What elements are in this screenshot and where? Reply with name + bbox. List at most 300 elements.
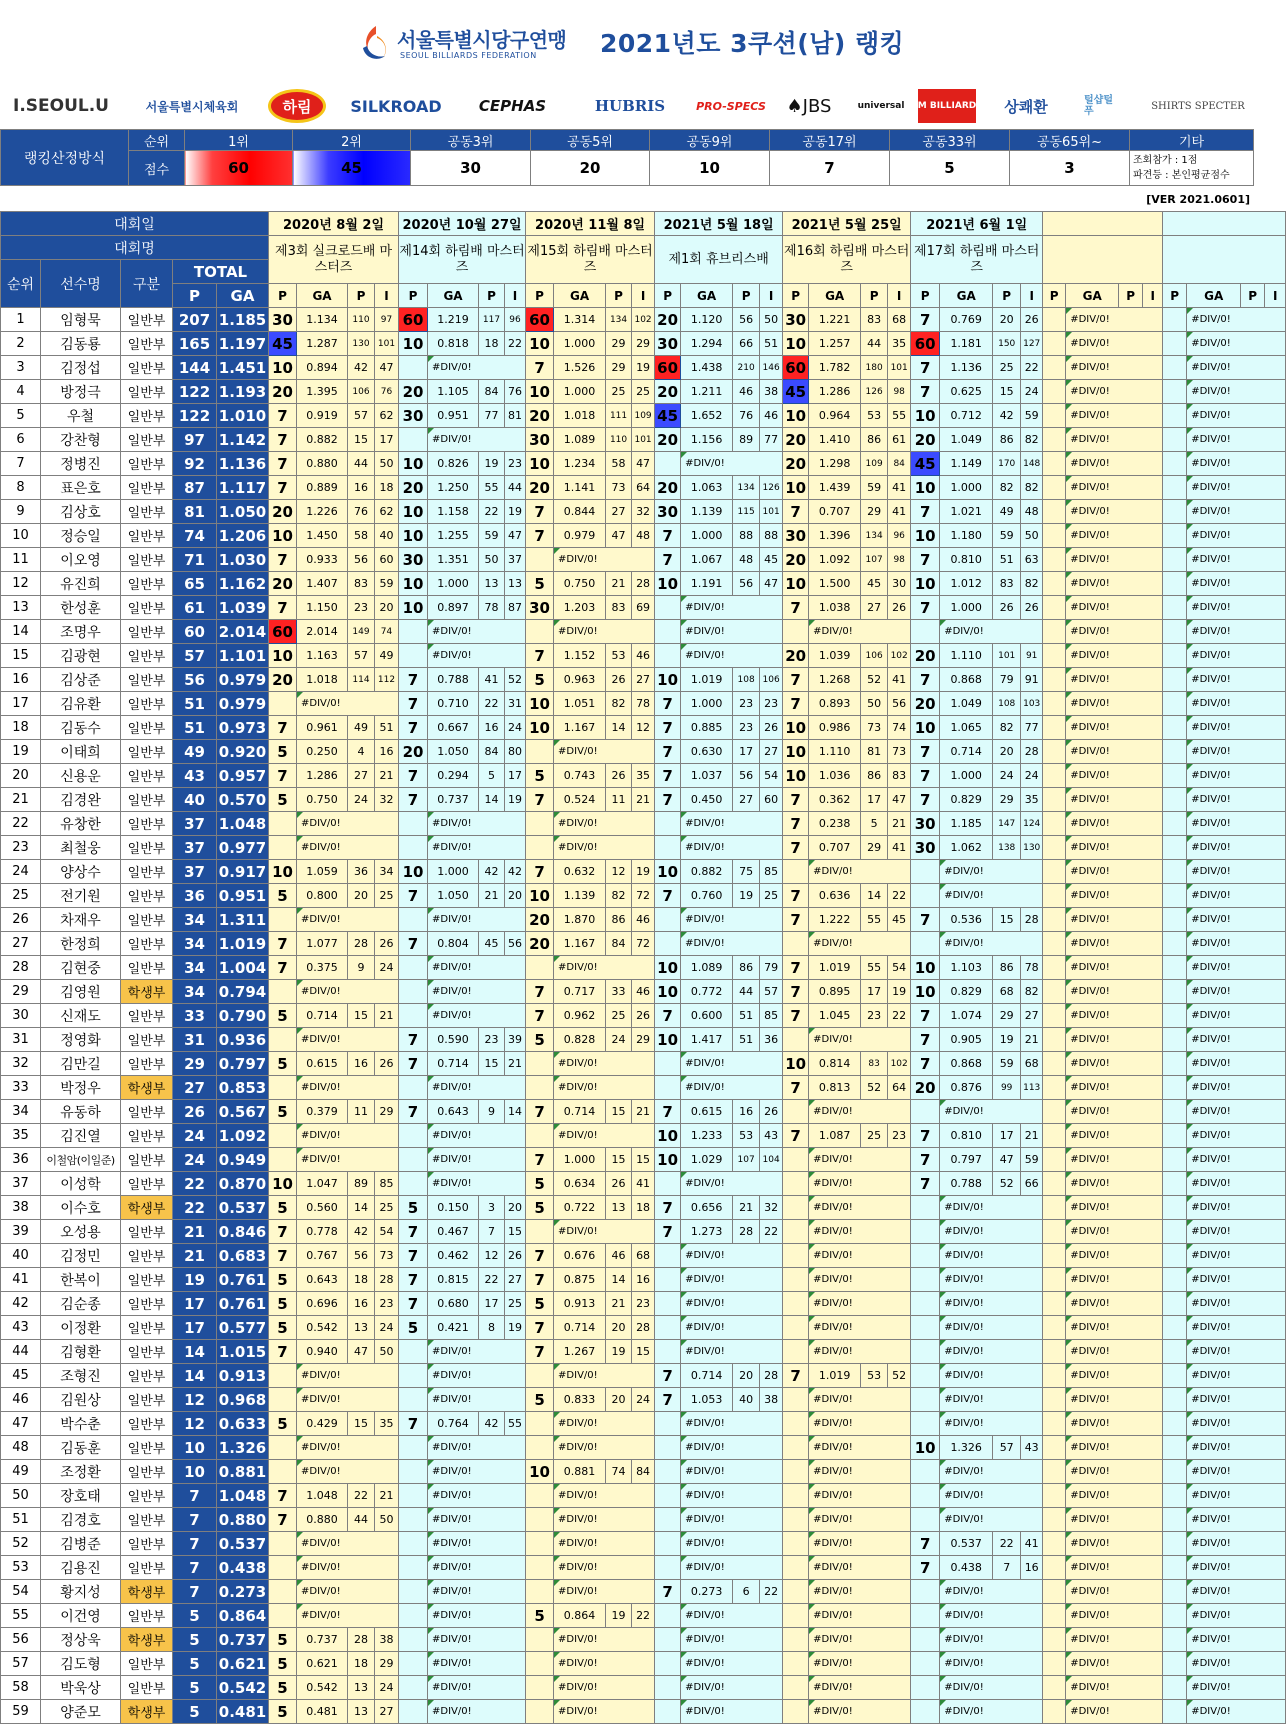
total-points-cell: 24: [173, 1124, 217, 1148]
tournament-points-cell: [1043, 1364, 1066, 1388]
total-ga-cell: 0.761: [217, 1268, 269, 1292]
total-ga-cell: 0.542: [217, 1676, 269, 1700]
tournament-points-cell: 7: [911, 1148, 940, 1172]
tournament-i-cell: 124: [1021, 812, 1043, 836]
rank-cell: 2: [1, 332, 41, 356]
tournament-points-cell: [1163, 860, 1187, 884]
tournament-points-cell: 20: [399, 740, 428, 764]
tournament-points-cell: 20: [526, 476, 554, 500]
tournament-ga-cell: #DIV/0!: [1066, 1052, 1163, 1076]
tournament-i-cell: 63: [1021, 548, 1043, 572]
tournament-p-cell: 56: [733, 764, 760, 788]
method-etc-note: 조회참가 : 1점 파견등 : 본인평균점수: [1130, 151, 1254, 186]
sponsor-logo: 털샵털푸: [1084, 95, 1113, 117]
table-row: [1, 812, 1286, 836]
tournament-ga-cell: 0.897: [428, 596, 479, 620]
tournament-points-cell: [655, 1652, 681, 1676]
total-ga-cell: 1.142: [217, 428, 269, 452]
tournament-ga-cell: #DIV/0!: [428, 812, 526, 836]
tournament-ga-cell: #DIV/0!: [1066, 1076, 1163, 1100]
tournament-points-cell: 10: [783, 1052, 809, 1076]
tournament-i-cell: 36: [760, 1028, 783, 1052]
tournament-p-cell: 45: [861, 572, 888, 596]
tournament-points-cell: [911, 1268, 940, 1292]
tournament-ga-cell: #DIV/0!: [809, 1556, 911, 1580]
tournament-points-cell: [783, 1460, 809, 1484]
total-ga-cell: 1.136: [217, 452, 269, 476]
tournament-ga-cell: 1.000: [554, 380, 606, 404]
total-ga-cell: 0.979: [217, 668, 269, 692]
i-subheader: I: [1265, 284, 1286, 308]
tournament-i-cell: 64: [632, 476, 655, 500]
tournament-i-cell: 87: [505, 596, 526, 620]
table-row: [1, 860, 1286, 884]
tournament-name: 제1회 휴브리스배: [655, 236, 783, 284]
tournament-points-cell: [1163, 1604, 1187, 1628]
tournament-points-cell: 7: [526, 1100, 554, 1124]
tournament-points-cell: 7: [526, 1004, 554, 1028]
tournament-i-cell: 23: [375, 1292, 399, 1316]
tournament-p-cell: 21: [606, 572, 632, 596]
tournament-points-cell: [911, 1220, 940, 1244]
tournament-points-cell: 7: [269, 1244, 297, 1268]
tournament-points-cell: 60: [783, 356, 809, 380]
method-rank: 2위: [293, 130, 411, 151]
tournament-points-cell: 7: [526, 1340, 554, 1364]
method-rank: 공동65위~: [1010, 130, 1130, 151]
tournament-i-cell: 41: [888, 668, 911, 692]
tournament-p-cell: 25: [993, 356, 1021, 380]
division-cell: 일반부: [121, 1100, 173, 1124]
sponsor-logo: HUBRIS: [594, 97, 666, 115]
tournament-p-cell: 19: [606, 1604, 632, 1628]
tournament-ga-cell: #DIV/0!: [428, 1580, 526, 1604]
tournament-ga-cell: #DIV/0!: [1187, 692, 1286, 716]
division-cell: 일반부: [121, 1148, 173, 1172]
tournament-points-cell: 30: [783, 308, 809, 332]
tournament-ga-cell: #DIV/0!: [1187, 812, 1286, 836]
total-points-cell: 51: [173, 716, 217, 740]
division-cell: 일반부: [121, 1052, 173, 1076]
tournament-points-cell: 20: [526, 932, 554, 956]
tournament-points-cell: [269, 1364, 297, 1388]
player-name-cell: 이성학: [41, 1172, 121, 1196]
tournament-p-cell: 18: [348, 1268, 375, 1292]
player-name-cell: 장호태: [41, 1484, 121, 1508]
tournament-points-cell: [1043, 1652, 1066, 1676]
tournament-ga-cell: #DIV/0!: [1066, 308, 1163, 332]
tournament-points-cell: [911, 1460, 940, 1484]
sponsor-logo: universal: [857, 101, 905, 111]
tournament-ga-cell: #DIV/0!: [681, 1484, 783, 1508]
total-points-cell: 26: [173, 1100, 217, 1124]
tournament-p-cell: 21: [606, 1292, 632, 1316]
tournament-points-cell: 10: [269, 644, 297, 668]
total-points-cell: 29: [173, 1052, 217, 1076]
tournament-points-cell: 5: [526, 668, 554, 692]
tournament-p-cell: 51: [733, 1028, 760, 1052]
tournament-points-cell: [783, 1436, 809, 1460]
tournament-points-cell: 7: [655, 1220, 681, 1244]
player-name-cell: 한정희: [41, 932, 121, 956]
tournament-points-cell: [1043, 1292, 1066, 1316]
tournament-points-cell: 60: [269, 620, 297, 644]
tournament-ga-cell: 1.134: [297, 308, 348, 332]
tournament-points-cell: [1163, 1076, 1187, 1100]
tournament-ga-cell: 0.864: [554, 1604, 606, 1628]
tournament-ga-cell: #DIV/0!: [1187, 1652, 1286, 1676]
tournament-points-cell: 10: [655, 572, 681, 596]
tournament-ga-cell: #DIV/0!: [1187, 1484, 1286, 1508]
tournament-points-cell: [1043, 500, 1066, 524]
tournament-ga-cell: 0.844: [554, 500, 606, 524]
tournament-points-cell: 7: [526, 1316, 554, 1340]
total-points-cell: 7: [173, 1484, 217, 1508]
table-row: [1, 788, 1286, 812]
total-ga-cell: 1.197: [217, 332, 269, 356]
tournament-ga-cell: #DIV/0!: [809, 1292, 911, 1316]
tournament-ga-cell: #DIV/0!: [809, 1700, 911, 1724]
tournament-points-cell: [399, 956, 428, 980]
tournament-points-cell: [1163, 572, 1187, 596]
tournament-points-cell: 7: [269, 452, 297, 476]
tournament-points-cell: [1043, 1316, 1066, 1340]
tournament-i-cell: 17: [375, 428, 399, 452]
rank-cell: 48: [1, 1436, 41, 1460]
total-ga-cell: 0.790: [217, 1004, 269, 1028]
tournament-i-cell: 101: [375, 332, 399, 356]
tournament-ga-cell: 0.429: [297, 1412, 348, 1436]
tournament-p-cell: 19: [479, 452, 505, 476]
tournament-p-cell: 210: [733, 356, 760, 380]
tournament-points-cell: 7: [399, 788, 428, 812]
tournament-ga-cell: #DIV/0!: [1187, 452, 1286, 476]
tournament-i-cell: 50: [760, 308, 783, 332]
tournament-ga-cell: #DIV/0!: [1187, 836, 1286, 860]
table-row: [1, 572, 1286, 596]
table-row: [1, 740, 1286, 764]
tournament-ga-cell: 0.643: [297, 1268, 348, 1292]
tournament-points-cell: [1043, 1004, 1066, 1028]
tournament-points-cell: [655, 620, 681, 644]
tournament-ga-cell: 1.053: [681, 1388, 733, 1412]
tournament-ga-cell: #DIV/0!: [1066, 524, 1163, 548]
division-cell: 일반부: [121, 620, 173, 644]
tournament-i-cell: 35: [632, 764, 655, 788]
tournament-i-cell: 19: [632, 356, 655, 380]
tournament-ga-cell: #DIV/0!: [554, 836, 655, 860]
tournament-i-cell: 22: [1021, 356, 1043, 380]
tournament-p-cell: 29: [606, 332, 632, 356]
tournament-points-cell: [526, 1508, 554, 1532]
tournament-points-cell: [783, 1292, 809, 1316]
tournament-i-cell: 23: [632, 1292, 655, 1316]
table-row: [1, 1172, 1286, 1196]
player-name-cell: 신재도: [41, 1004, 121, 1028]
tournament-points-cell: [269, 1580, 297, 1604]
tournament-ga-cell: #DIV/0!: [809, 1196, 911, 1220]
tournament-p-cell: 114: [348, 668, 375, 692]
tournament-i-cell: 32: [632, 500, 655, 524]
tournament-points-cell: [1163, 1004, 1187, 1028]
tournament-ga-cell: 1.089: [681, 956, 733, 980]
tournament-points-cell: 7: [526, 1148, 554, 1172]
tournament-p-cell: 5: [861, 812, 888, 836]
total-points-cell: 22: [173, 1196, 217, 1220]
tournament-points-cell: [1163, 332, 1187, 356]
table-row: [1, 1100, 1286, 1124]
tournament-ga-cell: 0.667: [428, 716, 479, 740]
tournament-points-cell: 10: [526, 716, 554, 740]
tournament-ga-cell: 0.362: [809, 788, 861, 812]
rank-cell: 50: [1, 1484, 41, 1508]
rank-cell: 6: [1, 428, 41, 452]
tournament-points-cell: 7: [911, 1124, 940, 1148]
tournament-points-cell: [655, 1700, 681, 1724]
tournament-i-cell: 15: [505, 1220, 526, 1244]
division-cell: 일반부: [121, 1412, 173, 1436]
tournament-points-cell: [526, 1124, 554, 1148]
tournament-points-cell: [1043, 620, 1066, 644]
tournament-p-cell: 16: [479, 716, 505, 740]
tournament-ga-cell: 1.136: [940, 356, 993, 380]
tournament-points-cell: [1043, 1052, 1066, 1076]
tournament-points-cell: [1043, 1700, 1066, 1724]
tournament-i-cell: 84: [632, 1460, 655, 1484]
tournament-points-cell: 7: [911, 500, 940, 524]
sponsor-logo: 서울특별시체육회: [145, 99, 239, 114]
total-ga-cell: 1.048: [217, 1484, 269, 1508]
tournament-ga-cell: #DIV/0!: [681, 1052, 783, 1076]
division-cell: 일반부: [121, 1004, 173, 1028]
rank-cell: 42: [1, 1292, 41, 1316]
tournament-points-cell: [1163, 548, 1187, 572]
table-row: [1, 1220, 1286, 1244]
tournament-ga-cell: #DIV/0!: [1066, 452, 1163, 476]
tournament-ga-cell: 0.962: [554, 1004, 606, 1028]
tournament-ga-cell: #DIV/0!: [681, 812, 783, 836]
rank-cell: 35: [1, 1124, 41, 1148]
tournament-i-cell: 88: [760, 524, 783, 548]
tournament-ga-cell: 1.062: [940, 836, 993, 860]
tournament-ga-cell: #DIV/0!: [1066, 668, 1163, 692]
tournament-i-cell: 68: [888, 308, 911, 332]
total-ga-cell: 1.117: [217, 476, 269, 500]
tournament-points-cell: [1043, 932, 1066, 956]
rank-cell: 45: [1, 1364, 41, 1388]
tournament-points-cell: 20: [526, 404, 554, 428]
tournament-points-cell: [911, 1244, 940, 1268]
tournament-p-cell: 42: [993, 404, 1021, 428]
division-cell: 일반부: [121, 1652, 173, 1676]
tournament-i-cell: 41: [888, 476, 911, 500]
tournament-points-cell: [526, 956, 554, 980]
tournament-points-cell: [655, 1484, 681, 1508]
ranking-table: [0, 211, 1286, 1724]
tournament-ga-cell: 1.158: [428, 500, 479, 524]
tournament-points-cell: 7: [399, 1268, 428, 1292]
tournament-points-cell: [1163, 1172, 1187, 1196]
tournament-ga-cell: 0.621: [297, 1652, 348, 1676]
tournament-i-cell: 52: [505, 668, 526, 692]
tournament-ga-cell: #DIV/0!: [554, 1076, 655, 1100]
tournament-ga-cell: #DIV/0!: [1187, 1124, 1286, 1148]
rank-cell: 22: [1, 812, 41, 836]
tournament-ga-cell: 1.089: [554, 428, 606, 452]
tournament-ga-cell: #DIV/0!: [1187, 716, 1286, 740]
tournament-ga-cell: #DIV/0!: [681, 1076, 783, 1100]
table-row: [1, 1652, 1286, 1676]
tournament-date: [1043, 212, 1163, 236]
tournament-ga-cell: 0.767: [297, 1244, 348, 1268]
tournament-ga-cell: #DIV/0!: [1187, 956, 1286, 980]
tournament-points-cell: [399, 1172, 428, 1196]
tournament-points-cell: 7: [269, 596, 297, 620]
tournament-points-cell: [1043, 1412, 1066, 1436]
points-subheader: P: [526, 284, 554, 308]
tournament-ga-cell: 1.139: [554, 884, 606, 908]
tournament-points-cell: 7: [783, 1076, 809, 1100]
division-cell: 일반부: [121, 452, 173, 476]
tournament-ga-cell: #DIV/0!: [554, 548, 655, 572]
tournament-i-cell: 19: [505, 1316, 526, 1340]
tournament-points-cell: 7: [526, 1244, 554, 1268]
tournament-points-cell: [1043, 1436, 1066, 1460]
tournament-ga-cell: #DIV/0!: [1066, 596, 1163, 620]
tournament-i-cell: 41: [888, 500, 911, 524]
tournament-ga-cell: #DIV/0!: [1066, 1700, 1163, 1724]
tournament-points-cell: 5: [269, 1052, 297, 1076]
tournament-points-cell: [783, 1580, 809, 1604]
tournament-ga-cell: 0.481: [297, 1700, 348, 1724]
tournament-points-cell: [1043, 644, 1066, 668]
tournament-i-cell: 69: [632, 596, 655, 620]
player-name-cell: 조정환: [41, 1460, 121, 1484]
tournament-i-cell: 45: [760, 548, 783, 572]
tournament-ga-cell: #DIV/0!: [1066, 1340, 1163, 1364]
tournament-ga-cell: #DIV/0!: [1187, 1508, 1286, 1532]
ga-subheader: GA: [1066, 284, 1119, 308]
tournament-ga-cell: 1.149: [940, 452, 993, 476]
tournament-points-cell: [1043, 1460, 1066, 1484]
total-ga-cell: 1.019: [217, 932, 269, 956]
tournament-points-cell: [1043, 1196, 1066, 1220]
tournament-points-cell: 10: [783, 572, 809, 596]
tournament-ga-cell: #DIV/0!: [940, 1460, 1043, 1484]
total-ga-cell: 1.030: [217, 548, 269, 572]
tournament-ga-cell: #DIV/0!: [1187, 1100, 1286, 1124]
total-ga-cell: 1.015: [217, 1340, 269, 1364]
tournament-i-cell: 47: [505, 524, 526, 548]
tournament-p-cell: 86: [993, 956, 1021, 980]
player-name-cell: 박정우: [41, 1076, 121, 1100]
tournament-p-cell: 23: [861, 1004, 888, 1028]
division-header: 구분: [121, 260, 173, 308]
tournament-i-cell: 146: [760, 356, 783, 380]
tournament-points-cell: 7: [526, 500, 554, 524]
tournament-ga-cell: #DIV/0!: [681, 1604, 783, 1628]
tournament-ga-cell: #DIV/0!: [681, 1316, 783, 1340]
tournament-points-cell: 10: [911, 572, 940, 596]
tournament-ga-cell: 0.536: [940, 908, 993, 932]
table-row: [1, 1388, 1286, 1412]
tournament-points-cell: 20: [911, 692, 940, 716]
tournament-ga-cell: #DIV/0!: [554, 1556, 655, 1580]
total-ga-cell: 0.917: [217, 860, 269, 884]
tournament-ga-cell: #DIV/0!: [297, 836, 399, 860]
division-cell: 일반부: [121, 1172, 173, 1196]
tournament-p-cell: 17: [733, 740, 760, 764]
player-name-cell: 이철암(이일준): [41, 1148, 121, 1172]
rank-cell: 33: [1, 1076, 41, 1100]
tournament-i-cell: 82: [1021, 980, 1043, 1004]
tournament-ga-cell: #DIV/0!: [554, 740, 655, 764]
tournament-ga-cell: #DIV/0!: [809, 860, 911, 884]
tournament-points-cell: [1163, 1148, 1187, 1172]
tournament-ga-cell: 1.410: [809, 428, 861, 452]
tournament-ga-cell: 1.000: [681, 524, 733, 548]
tournament-i-cell: 15: [632, 1148, 655, 1172]
player-name-cell: 정병진: [41, 452, 121, 476]
table-row: [1, 1268, 1286, 1292]
tournament-ga-cell: #DIV/0!: [1187, 404, 1286, 428]
player-name-cell: 표은호: [41, 476, 121, 500]
tournament-i-cell: 26: [1021, 596, 1043, 620]
player-name-cell: 양준모: [41, 1700, 121, 1724]
tournament-i-cell: 102: [888, 1052, 911, 1076]
p-subheader: P: [1241, 284, 1265, 308]
table-row: [1, 1196, 1286, 1220]
rank-cell: 28: [1, 956, 41, 980]
tournament-points-cell: 20: [655, 476, 681, 500]
tournament-ga-cell: #DIV/0!: [428, 1532, 526, 1556]
tournament-ga-cell: #DIV/0!: [1187, 1628, 1286, 1652]
division-cell: 학생부: [121, 980, 173, 1004]
tournament-points-cell: 10: [783, 764, 809, 788]
tournament-points-cell: 7: [526, 860, 554, 884]
tournament-p-cell: 56: [733, 572, 760, 596]
tournament-points-cell: [1163, 716, 1187, 740]
tournament-i-cell: 21: [375, 1004, 399, 1028]
table-row: [1, 1076, 1286, 1100]
tournament-ga-cell: #DIV/0!: [940, 1220, 1043, 1244]
tournament-ga-cell: #DIV/0!: [681, 932, 783, 956]
ga-subheader: GA: [554, 284, 606, 308]
tournament-i-cell: 72: [632, 932, 655, 956]
total-points-cell: 92: [173, 452, 217, 476]
tournament-ga-cell: #DIV/0!: [940, 1676, 1043, 1700]
tournament-points-cell: 10: [911, 956, 940, 980]
tournament-ga-cell: 0.150: [428, 1196, 479, 1220]
tournament-p-cell: 53: [606, 644, 632, 668]
tournament-ga-cell: #DIV/0!: [1066, 1364, 1163, 1388]
tournament-ga-cell: 0.250: [297, 740, 348, 764]
tournament-i-cell: 26: [1021, 308, 1043, 332]
tournament-ga-cell: 0.643: [428, 1100, 479, 1124]
tournament-p-cell: 28: [733, 1220, 760, 1244]
tournament-points-cell: 7: [783, 836, 809, 860]
tournament-ga-cell: #DIV/0!: [1066, 1388, 1163, 1412]
tournament-ga-cell: #DIV/0!: [1187, 884, 1286, 908]
tournament-ga-cell: 0.438: [940, 1556, 993, 1580]
tournament-ga-cell: 1.141: [554, 476, 606, 500]
tournament-ga-cell: 1.000: [554, 332, 606, 356]
tournament-points-cell: 60: [655, 356, 681, 380]
rank-cell: 41: [1, 1268, 41, 1292]
tournament-ga-cell: 1.438: [681, 356, 733, 380]
tournament-ga-cell: 0.963: [554, 668, 606, 692]
tournament-points-cell: 7: [655, 548, 681, 572]
